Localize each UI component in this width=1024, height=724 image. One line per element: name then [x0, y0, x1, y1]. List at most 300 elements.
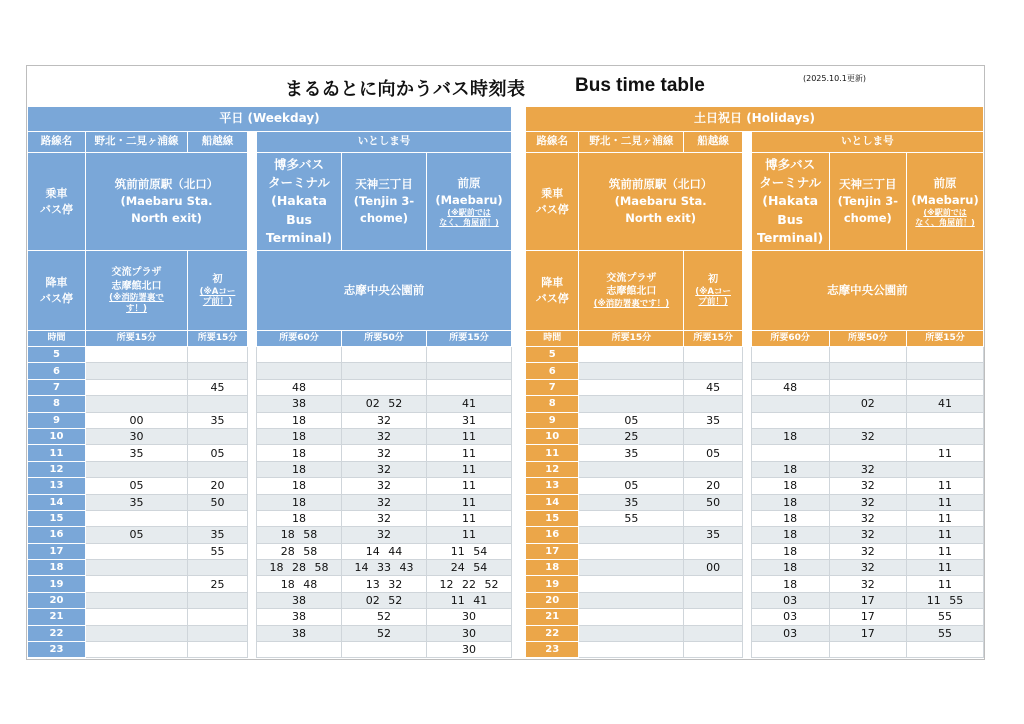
departure-minutes-cell	[342, 379, 427, 395]
departure-minutes-cell: 00	[86, 412, 188, 428]
departure-minutes-cell: 14 33 43	[342, 560, 427, 576]
hour-cell: 11	[526, 445, 579, 461]
hour-cell: 23	[526, 642, 579, 658]
alighting-koryu-plaza	[86, 251, 188, 331]
holiday-row-19	[526, 576, 984, 592]
departure-minutes-cell: 45	[684, 379, 743, 395]
duration-maebaru: 所要15分	[907, 331, 984, 347]
departure-minutes-cell: 11	[907, 543, 984, 559]
departure-minutes-cell	[579, 642, 684, 658]
holiday-row-18	[526, 560, 984, 576]
departure-minutes-cell: 18	[751, 478, 829, 494]
weekday-row-22	[28, 625, 512, 641]
hour-cell: 14	[526, 494, 579, 510]
boarding-maebaru-note: (※駅前では なく、角屋前！)	[439, 208, 499, 228]
departure-minutes-cell	[684, 642, 743, 658]
alighting-shima-central-park: 志摩中央公園前	[257, 251, 512, 331]
departure-minutes-cell: 32	[829, 510, 907, 526]
duration-funakoshi: 所要15分	[188, 331, 248, 347]
alighting-stop-label: 降車 バス停	[28, 251, 86, 331]
departure-minutes-cell: 20	[684, 478, 743, 494]
departure-minutes-cell: 18	[257, 494, 342, 510]
departure-minutes-cell	[684, 347, 743, 363]
weekday-row-5	[28, 347, 512, 363]
departure-minutes-cell	[342, 642, 427, 658]
departure-minutes-cell: 18	[751, 560, 829, 576]
departure-minutes-cell	[684, 396, 743, 412]
weekday-row-21	[28, 609, 512, 625]
departure-minutes-cell: 35	[188, 527, 248, 543]
departure-minutes-cell	[427, 347, 512, 363]
hour-cell: 15	[526, 510, 579, 526]
duration-tenjin: 所要50分	[342, 331, 427, 347]
holiday-row-5	[526, 347, 984, 363]
weekday-row-15	[28, 510, 512, 526]
departure-minutes-cell	[751, 396, 829, 412]
departure-minutes-cell: 11 54	[427, 543, 512, 559]
departure-minutes-cell	[579, 527, 684, 543]
departure-minutes-cell	[684, 625, 743, 641]
departure-minutes-cell: 32	[342, 445, 427, 461]
departure-minutes-cell: 18	[751, 527, 829, 543]
boarding-maebaru	[907, 153, 984, 251]
weekday-row-7	[28, 379, 512, 395]
hour-cell: 6	[28, 363, 86, 379]
departure-minutes-cell: 03	[751, 625, 829, 641]
departure-minutes-cell: 55	[579, 510, 684, 526]
boarding-maebaru-name: 前原 (Maebaru)	[911, 175, 979, 207]
departure-minutes-cell	[188, 560, 248, 576]
departure-minutes-cell	[427, 363, 512, 379]
departure-minutes-cell: 55	[907, 609, 984, 625]
hour-cell: 6	[526, 363, 579, 379]
holiday-row-13	[526, 478, 984, 494]
departure-minutes-cell: 18	[257, 412, 342, 428]
departure-minutes-cell: 00	[684, 560, 743, 576]
departure-minutes-cell	[829, 445, 907, 461]
departure-minutes-cell	[907, 347, 984, 363]
departure-minutes-cell: 13 32	[342, 576, 427, 592]
departure-minutes-cell: 38	[257, 609, 342, 625]
departure-minutes-cell	[684, 609, 743, 625]
alighting-koryu-name: 交流プラザ 志摩館北口	[111, 267, 162, 292]
weekday-header: 平日 (Weekday)	[28, 107, 512, 132]
hour-cell: 16	[526, 527, 579, 543]
departure-minutes-cell: 38	[257, 625, 342, 641]
departure-minutes-cell: 32	[829, 560, 907, 576]
boarding-chikuzen-maebaru: 筑前前原駅（北口） (Maebaru Sta. North exit)	[579, 153, 742, 251]
departure-minutes-cell	[86, 592, 188, 608]
hour-cell: 21	[28, 609, 86, 625]
departure-minutes-cell: 11	[427, 510, 512, 526]
departure-minutes-cell: 18 58	[257, 527, 342, 543]
departure-minutes-cell	[684, 428, 743, 444]
departure-minutes-cell: 35	[684, 527, 743, 543]
departure-minutes-cell: 55	[907, 625, 984, 641]
weekday-row-9	[28, 412, 512, 428]
holiday-row-22	[526, 625, 984, 641]
alighting-hatsu-name: 初	[212, 274, 223, 286]
duration-tenjin: 所要50分	[829, 331, 907, 347]
departure-minutes-cell: 48	[751, 379, 829, 395]
departure-minutes-cell	[907, 363, 984, 379]
departure-minutes-cell	[684, 510, 743, 526]
boarding-stop-label: 乗車 バス停	[28, 153, 86, 251]
departure-minutes-cell	[86, 625, 188, 641]
departure-minutes-cell	[257, 642, 342, 658]
weekday-table	[27, 106, 512, 658]
holiday-row-16	[526, 527, 984, 543]
weekday-row-19	[28, 576, 512, 592]
hour-cell: 18	[526, 560, 579, 576]
hour-cell: 19	[28, 576, 86, 592]
departure-minutes-cell	[829, 412, 907, 428]
holiday-row-21	[526, 609, 984, 625]
weekday-row-14	[28, 494, 512, 510]
departure-minutes-cell: 45	[188, 379, 248, 395]
hour-cell: 22	[526, 625, 579, 641]
departure-minutes-cell: 11	[907, 527, 984, 543]
departure-minutes-cell: 30	[86, 428, 188, 444]
departure-minutes-cell	[751, 642, 829, 658]
departure-minutes-cell	[579, 347, 684, 363]
departure-minutes-cell: 32	[342, 494, 427, 510]
departure-minutes-cell: 18	[257, 510, 342, 526]
alighting-hatsu	[188, 251, 248, 331]
departure-minutes-cell	[907, 428, 984, 444]
departure-minutes-cell: 35	[188, 412, 248, 428]
hour-cell: 7	[28, 379, 86, 395]
route-name-label: 路線名	[526, 132, 579, 153]
weekday-row-18	[28, 560, 512, 576]
hour-cell: 17	[28, 543, 86, 559]
departure-minutes-cell: 52	[342, 609, 427, 625]
duration-hakata: 所要60分	[257, 331, 342, 347]
departure-minutes-cell: 52	[342, 625, 427, 641]
departure-minutes-cell: 20	[188, 478, 248, 494]
departure-minutes-cell: 38	[257, 592, 342, 608]
route-itoshima: いとしま号	[257, 132, 512, 153]
holiday-row-11	[526, 445, 984, 461]
departure-minutes-cell: 18	[257, 478, 342, 494]
departure-minutes-cell	[579, 396, 684, 412]
weekday-row-13	[28, 478, 512, 494]
weekday-row-16	[28, 527, 512, 543]
hour-cell: 16	[28, 527, 86, 543]
weekday-row-8	[28, 396, 512, 412]
departure-minutes-cell: 18	[751, 576, 829, 592]
departure-minutes-cell	[751, 347, 829, 363]
holiday-row-17	[526, 543, 984, 559]
departure-minutes-cell: 31	[427, 412, 512, 428]
departure-minutes-cell: 41	[427, 396, 512, 412]
departure-minutes-cell: 32	[829, 543, 907, 559]
alighting-hatsu-note: (※Aコー プ前！)	[695, 286, 731, 308]
hour-cell: 9	[28, 412, 86, 428]
departure-minutes-cell: 18	[751, 461, 829, 477]
departure-minutes-cell: 05	[579, 412, 684, 428]
page-title-english: Bus time table	[575, 75, 705, 96]
departure-minutes-cell: 11	[427, 527, 512, 543]
departure-minutes-cell: 05	[579, 478, 684, 494]
departure-minutes-cell: 03	[751, 609, 829, 625]
holiday-header: 土日祝日 (Holidays)	[526, 107, 984, 132]
time-label: 時間	[28, 331, 86, 347]
departure-minutes-cell: 11	[907, 560, 984, 576]
route-itoshima: いとしま号	[751, 132, 983, 153]
departure-minutes-cell	[188, 592, 248, 608]
departure-minutes-cell	[579, 379, 684, 395]
weekday-row-20	[28, 592, 512, 608]
boarding-tenjin: 天神三丁目 (Tenjin 3- chome)	[829, 153, 907, 251]
departure-minutes-cell: 18	[751, 494, 829, 510]
alighting-koryu-plaza	[579, 251, 684, 331]
hour-cell: 10	[28, 428, 86, 444]
holiday-row-9	[526, 412, 984, 428]
weekday-row-17	[28, 543, 512, 559]
weekday-row-10	[28, 428, 512, 444]
holiday-row-15	[526, 510, 984, 526]
departure-minutes-cell: 11 55	[907, 592, 984, 608]
hour-cell: 23	[28, 642, 86, 658]
departure-minutes-cell: 17	[829, 609, 907, 625]
weekday-row-6	[28, 363, 512, 379]
hour-cell: 10	[526, 428, 579, 444]
departure-minutes-cell: 05	[684, 445, 743, 461]
departure-minutes-cell	[751, 445, 829, 461]
departure-minutes-cell	[579, 576, 684, 592]
departure-minutes-cell: 50	[188, 494, 248, 510]
hour-cell: 13	[526, 478, 579, 494]
departure-minutes-cell	[907, 642, 984, 658]
departure-minutes-cell: 11 41	[427, 592, 512, 608]
departure-minutes-cell: 14 44	[342, 543, 427, 559]
duration-hakata: 所要60分	[751, 331, 829, 347]
departure-minutes-cell	[579, 560, 684, 576]
hour-cell: 14	[28, 494, 86, 510]
departure-minutes-cell: 11	[427, 494, 512, 510]
departure-minutes-cell: 02 52	[342, 592, 427, 608]
route-name-label: 路線名	[28, 132, 86, 153]
departure-minutes-cell: 11	[907, 576, 984, 592]
hour-cell: 9	[526, 412, 579, 428]
departure-minutes-cell	[579, 461, 684, 477]
holiday-rows	[526, 347, 984, 658]
departure-minutes-cell: 11	[907, 494, 984, 510]
page-title-japanese: まるゐとに向かうバス時刻表	[285, 79, 526, 100]
departure-minutes-cell: 35	[86, 494, 188, 510]
departure-minutes-cell	[751, 412, 829, 428]
departure-minutes-cell	[907, 461, 984, 477]
departure-minutes-cell	[579, 363, 684, 379]
departure-minutes-cell: 17	[829, 592, 907, 608]
holiday-row-6	[526, 363, 984, 379]
hour-cell: 17	[526, 543, 579, 559]
departure-minutes-cell: 35	[579, 494, 684, 510]
departure-minutes-cell: 03	[751, 592, 829, 608]
title-bar	[27, 66, 984, 106]
weekday-rows	[28, 347, 512, 658]
departure-minutes-cell: 18	[257, 445, 342, 461]
departure-minutes-cell: 11	[427, 445, 512, 461]
departure-minutes-cell: 32	[342, 412, 427, 428]
departure-minutes-cell: 25	[579, 428, 684, 444]
departure-minutes-cell	[751, 363, 829, 379]
departure-minutes-cell	[188, 609, 248, 625]
departure-minutes-cell: 25	[188, 576, 248, 592]
hour-cell: 8	[526, 396, 579, 412]
departure-minutes-cell: 48	[257, 379, 342, 395]
departure-minutes-cell	[86, 543, 188, 559]
departure-minutes-cell: 11	[907, 478, 984, 494]
departure-minutes-cell	[188, 363, 248, 379]
holiday-row-10	[526, 428, 984, 444]
route-funakoshi: 船越線	[188, 132, 248, 153]
departure-minutes-cell	[684, 363, 743, 379]
departure-minutes-cell	[257, 363, 342, 379]
departure-minutes-cell: 11	[907, 510, 984, 526]
departure-minutes-cell: 05	[188, 445, 248, 461]
departure-minutes-cell	[86, 347, 188, 363]
departure-minutes-cell: 35	[86, 445, 188, 461]
departure-minutes-cell	[907, 379, 984, 395]
departure-minutes-cell: 11	[427, 478, 512, 494]
departure-minutes-cell	[86, 560, 188, 576]
departure-minutes-cell	[188, 396, 248, 412]
holiday-row-8	[526, 396, 984, 412]
departure-minutes-cell: 05	[86, 478, 188, 494]
departure-minutes-cell: 32	[829, 478, 907, 494]
departure-minutes-cell	[579, 543, 684, 559]
departure-minutes-cell: 28 58	[257, 543, 342, 559]
departure-minutes-cell	[829, 642, 907, 658]
departure-minutes-cell	[579, 609, 684, 625]
departure-minutes-cell: 30	[427, 642, 512, 658]
departure-minutes-cell: 32	[829, 461, 907, 477]
departure-minutes-cell	[86, 576, 188, 592]
duration-funakoshi: 所要15分	[684, 331, 743, 347]
departure-minutes-cell: 18	[751, 510, 829, 526]
hour-cell: 8	[28, 396, 86, 412]
departure-minutes-cell: 55	[188, 543, 248, 559]
hour-cell: 18	[28, 560, 86, 576]
duration-nokita: 所要15分	[579, 331, 684, 347]
departure-minutes-cell: 18 28 58	[257, 560, 342, 576]
hour-cell: 11	[28, 445, 86, 461]
duration-maebaru: 所要15分	[427, 331, 512, 347]
departure-minutes-cell: 32	[342, 428, 427, 444]
departure-minutes-cell	[86, 609, 188, 625]
departure-minutes-cell: 32	[342, 527, 427, 543]
hour-cell: 12	[526, 461, 579, 477]
boarding-tenjin: 天神三丁目 (Tenjin 3- chome)	[342, 153, 427, 251]
departure-minutes-cell	[342, 347, 427, 363]
alighting-koryu-note: (※消防署裏です！)	[593, 298, 670, 309]
holiday-row-7	[526, 379, 984, 395]
holiday-row-14	[526, 494, 984, 510]
departure-minutes-cell	[829, 347, 907, 363]
departure-minutes-cell	[684, 592, 743, 608]
departure-minutes-cell	[86, 642, 188, 658]
departure-minutes-cell	[188, 510, 248, 526]
departure-minutes-cell: 24 54	[427, 560, 512, 576]
departure-minutes-cell: 12 22 52	[427, 576, 512, 592]
weekday-row-23	[28, 642, 512, 658]
departure-minutes-cell	[684, 461, 743, 477]
hour-cell: 20	[28, 592, 86, 608]
hour-cell: 15	[28, 510, 86, 526]
hour-cell: 20	[526, 592, 579, 608]
boarding-maebaru-note: (※駅前では なく、角屋前！)	[915, 208, 975, 228]
departure-minutes-cell: 35	[579, 445, 684, 461]
departure-minutes-cell: 32	[342, 478, 427, 494]
departure-minutes-cell: 18	[751, 543, 829, 559]
departure-minutes-cell: 02	[829, 396, 907, 412]
departure-minutes-cell	[188, 428, 248, 444]
alighting-hatsu-note: (※Aコー プ前！)	[199, 286, 236, 308]
departure-minutes-cell: 32	[829, 576, 907, 592]
departure-minutes-cell	[86, 379, 188, 395]
time-label: 時間	[526, 331, 579, 347]
holiday-row-20	[526, 592, 984, 608]
departure-minutes-cell	[86, 396, 188, 412]
departure-minutes-cell	[579, 625, 684, 641]
departure-minutes-cell	[829, 363, 907, 379]
departure-minutes-cell: 18	[257, 428, 342, 444]
departure-minutes-cell	[188, 461, 248, 477]
departure-minutes-cell	[427, 379, 512, 395]
departure-minutes-cell: 18 48	[257, 576, 342, 592]
route-funakoshi: 船越線	[684, 132, 743, 153]
hour-cell: 19	[526, 576, 579, 592]
alighting-hatsu-name: 初	[708, 274, 719, 286]
boarding-chikuzen-maebaru: 筑前前原駅（北口） (Maebaru Sta. North exit)	[86, 153, 248, 251]
departure-minutes-cell: 50	[684, 494, 743, 510]
alighting-hatsu	[684, 251, 743, 331]
hour-cell: 5	[526, 347, 579, 363]
departure-minutes-cell: 18	[751, 428, 829, 444]
departure-minutes-cell: 18	[257, 461, 342, 477]
boarding-maebaru	[427, 153, 512, 251]
hour-cell: 13	[28, 478, 86, 494]
departure-minutes-cell	[188, 642, 248, 658]
departure-minutes-cell	[86, 363, 188, 379]
hour-cell: 22	[28, 625, 86, 641]
departure-minutes-cell: 11	[427, 461, 512, 477]
hour-cell: 7	[526, 379, 579, 395]
alighting-koryu-note: (※消防署裏で す！)	[109, 293, 164, 314]
alighting-stop-label: 降車 バス停	[526, 251, 579, 331]
departure-minutes-cell	[257, 347, 342, 363]
departure-minutes-cell: 11	[427, 428, 512, 444]
departure-minutes-cell: 30	[427, 609, 512, 625]
boarding-hakata-bus-terminal: 博多バス ターミナル (Hakata Bus Terminal)	[751, 153, 829, 251]
departure-minutes-cell: 38	[257, 396, 342, 412]
boarding-stop-label: 乗車 バス停	[526, 153, 579, 251]
holiday-table	[525, 106, 984, 658]
weekday-row-12	[28, 461, 512, 477]
updated-date: (2025.10.1更新)	[803, 74, 866, 83]
duration-nokita: 所要15分	[86, 331, 188, 347]
departure-minutes-cell: 41	[907, 396, 984, 412]
alighting-shima-central-park: 志摩中央公園前	[751, 251, 983, 331]
timetable-frame	[26, 65, 985, 660]
departure-minutes-cell: 32	[829, 494, 907, 510]
alighting-koryu-name: 交流プラザ 志摩館北口	[606, 272, 657, 298]
departure-minutes-cell: 11	[907, 445, 984, 461]
departure-minutes-cell: 32	[829, 428, 907, 444]
departure-minutes-cell: 30	[427, 625, 512, 641]
